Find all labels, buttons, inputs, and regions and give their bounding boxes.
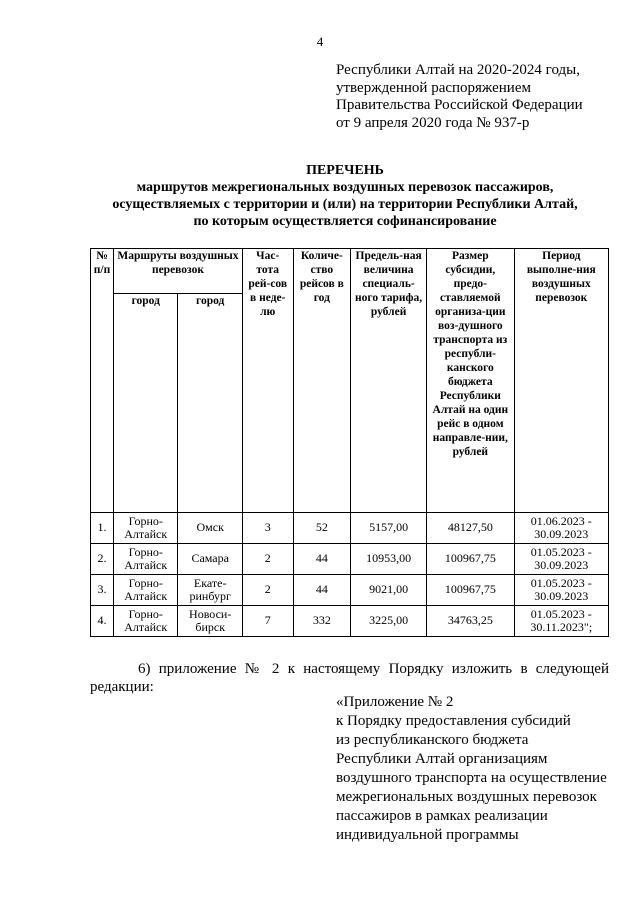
annex-line: межрегиональных воздушных перевозок [336,789,597,805]
title-line: маршрутов межрегиональных воздушных перевозок пассажиров, [136,180,554,195]
header-line: утвержденной распоряжением [336,79,531,96]
cell-frequency: 7 [242,606,293,637]
cell-from: Горно-Алтайск [114,544,178,575]
cell-no: 3. [91,575,114,606]
cell-to: Новоси-бирск [178,606,242,637]
header-line: Республики Алтай на 2020-2024 годы, [336,62,580,78]
annex-line: пассажиров в рамках реализации [336,808,548,824]
cell-from: Горно-Алтайск [114,575,178,606]
cell-period: 01.05.2023 - 30.11.2023"; [514,606,608,637]
cell-tariff: 10953,00 [351,544,427,575]
header-continuation [336,62,583,132]
table-row [91,606,609,637]
header-line: от 9 апреля 2020 года № 937-р [336,114,530,131]
cell-count: 52 [293,513,351,544]
annex-line: к Порядку предоставления субсидий [336,713,571,729]
table-row [91,513,609,544]
cell-no: 1. [91,513,114,544]
table-row [91,575,609,606]
cell-to: Самара [178,544,242,575]
header-city-to: город [178,294,242,513]
cell-subsidy: 100967,75 [427,544,514,575]
cell-tariff: 3225,00 [351,606,427,637]
cell-from: Горно-Алтайск [114,606,178,637]
header-subsidy: Размер субсидии, предо-ставляемой организа-ции воз-душного транспорта из республи-канского бюджета Республики Алтай на один рейс в одном направле-нии, рублей [427,249,514,513]
cell-tariff: 9021,00 [351,575,427,606]
cell-no: 2. [91,544,114,575]
cell-period: 01.05.2023 - 30.09.2023 [514,544,608,575]
cell-frequency: 2 [242,575,293,606]
header-line: Правительства Российской Федерации [336,97,583,113]
cell-count: 332 [293,606,351,637]
header-tariff: Предель-ная величина специаль-ного тарифа, рублей [351,249,427,513]
annex-line: Республики Алтай организациям [336,751,548,767]
cell-subsidy: 48127,50 [427,513,514,544]
annex-header [336,693,607,845]
annex-line: воздушного транспорта на осуществление [336,770,607,786]
cell-count: 44 [293,575,351,606]
page-number: 4 [316,34,324,49]
cell-subsidy: 34763,25 [427,606,514,637]
cell-subsidy: 100967,75 [427,575,514,606]
cell-tariff: 5157,00 [351,513,427,544]
annex-line: из республиканского бюджета [336,732,529,748]
annex-line: «Приложение № 2 [336,694,454,710]
header-period: Период выполне-ния воздушных перевозок [514,249,608,513]
body-paragraph: 6) приложение № 2 к настоящему Порядку изложить в следующей редакции: [90,661,609,695]
cell-count: 44 [293,544,351,575]
header-city-from: город [114,294,178,513]
header-frequency: Час-тота рей-сов в неде-лю [242,249,293,513]
cell-from: Горно-Алтайск [114,513,178,544]
title-line: осуществляемых с территории и (или) на территории Республики Алтай, [112,197,578,212]
title-line: ПЕРЕЧЕНЬ [306,163,384,178]
header-no: № п/п [91,249,114,513]
routes-table [90,248,609,637]
cell-to: Омск [178,513,242,544]
cell-frequency: 2 [242,544,293,575]
header-routes: Маршруты воздушных перевозок [114,249,243,294]
cell-frequency: 3 [242,513,293,544]
cell-no: 4. [91,606,114,637]
annex-line: индивидуальной программы [336,827,519,843]
table-row [91,544,609,575]
cell-period: 01.06.2023 - 30.09.2023 [514,513,608,544]
header-count: Количе-ство рейсов в год [293,249,351,513]
cell-to: Екате-ринбург [178,575,242,606]
title-line: по которым осуществляется софинансирование [193,214,497,229]
cell-period: 01.05.2023 - 30.09.2023 [514,575,608,606]
document-title [0,162,640,230]
